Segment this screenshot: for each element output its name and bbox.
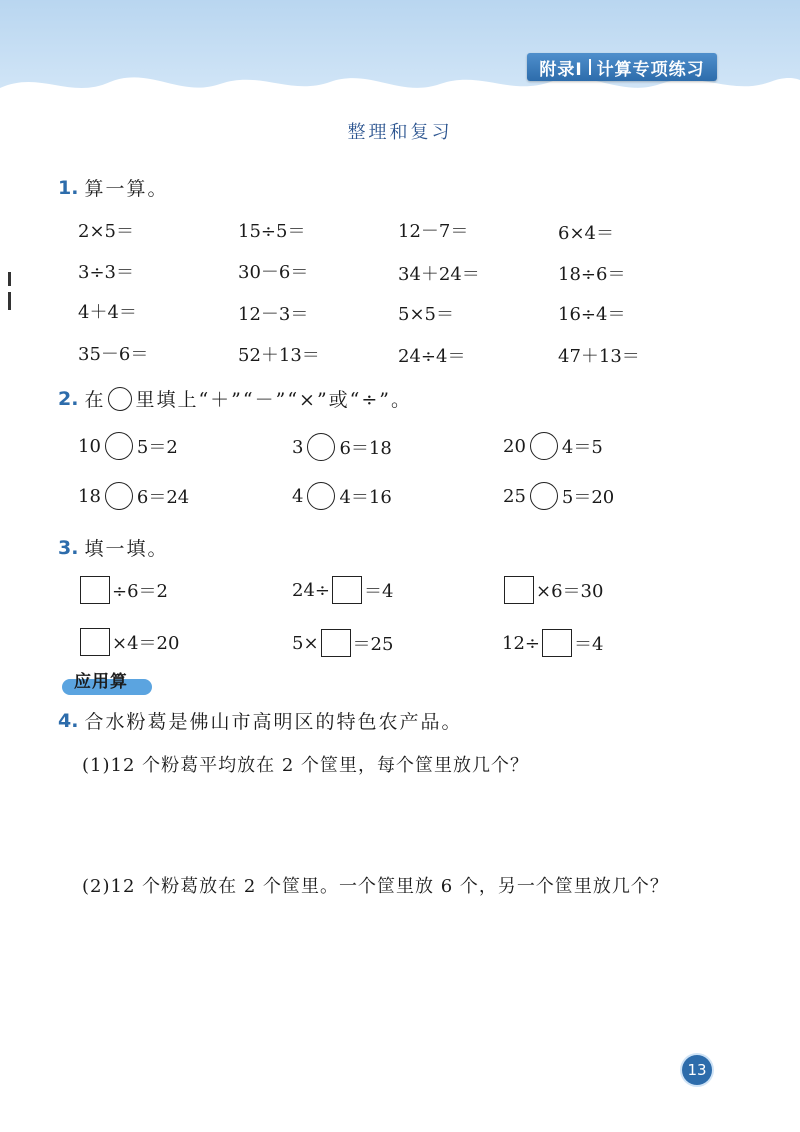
appendix-title: 计算专项练习 — [596, 59, 705, 80]
q2-item — [78, 482, 189, 510]
q1-item: 12－3＝ — [238, 304, 309, 325]
q2-instruction-pre: 在 — [84, 389, 106, 411]
apply-label-text: 应用算 — [74, 672, 128, 692]
q1-item: 2×5＝ — [78, 221, 134, 242]
q2-left: 10 — [78, 435, 101, 457]
q3-after: ＝4 — [574, 634, 604, 655]
page-number: 13 — [682, 1055, 712, 1085]
q1-heading — [58, 174, 168, 201]
q1-item: 4＋4＝ — [78, 302, 137, 323]
section-title: 整理和复习 — [347, 122, 453, 143]
q1-item: 34＋24＝ — [398, 264, 480, 285]
q1-item: 16÷4＝ — [558, 304, 626, 325]
q3-before: 5× — [292, 632, 319, 654]
q1-item: 30－6＝ — [238, 262, 309, 283]
q2-instruction-post: 里填上“＋”“－”“×”或“÷”。 — [135, 389, 413, 411]
q2-item — [503, 432, 603, 460]
q2-item — [292, 482, 392, 510]
q1-item: 12－7＝ — [398, 221, 469, 242]
answer-box-input[interactable] — [332, 576, 362, 604]
operator-circle-input[interactable] — [530, 482, 558, 510]
q3-before: 12÷ — [502, 632, 540, 654]
q3-before: 24÷ — [292, 579, 330, 601]
q2-heading — [58, 385, 412, 412]
q2-left: 18 — [78, 485, 101, 507]
answer-box-input[interactable] — [321, 629, 351, 657]
tag-separator — [589, 59, 591, 75]
q2-left: 4 — [292, 485, 304, 507]
q2-left: 25 — [503, 485, 526, 507]
q1-item: 47＋13＝ — [558, 346, 640, 367]
operator-circle-icon — [108, 387, 132, 411]
q1-item: 35－6＝ — [78, 344, 149, 365]
answer-box-input[interactable] — [504, 576, 534, 604]
q2-right: 6＝24 — [136, 487, 190, 508]
q4-number: 4. — [58, 709, 79, 732]
q2-item — [292, 433, 392, 461]
q4-sub2: (2)12 个粉葛放在 2 个筐里。一个筐里放 6 个，另一个筐里放几个？ — [82, 876, 669, 897]
q1-item: 15÷5＝ — [238, 221, 306, 242]
q2-right: 5＝2 — [136, 437, 178, 458]
q1-item: 18÷6＝ — [558, 264, 626, 285]
operator-circle-input[interactable] — [105, 482, 133, 510]
q1-item: 52＋13＝ — [238, 345, 320, 366]
q2-right: 4＝16 — [339, 487, 392, 508]
answer-box-input[interactable] — [80, 576, 110, 604]
appendix-tag — [527, 53, 717, 81]
operator-circle-input[interactable] — [530, 432, 558, 460]
q3-heading — [58, 534, 168, 561]
q2-right: 5＝20 — [561, 487, 615, 508]
q4-instruction: 合水粉葛是佛山市高明区的特色农产品。 — [84, 711, 463, 733]
q2-right: 4＝5 — [561, 437, 603, 458]
q3-item — [292, 629, 393, 657]
operator-circle-input[interactable] — [307, 433, 335, 461]
q3-number: 3. — [58, 536, 79, 559]
q3-after: ×6＝30 — [536, 581, 604, 602]
q3-item — [78, 576, 168, 604]
answer-box-input[interactable] — [542, 629, 572, 657]
q3-instruction: 填一填。 — [84, 538, 169, 560]
q1-item: 6×4＝ — [558, 223, 614, 244]
q1-item: 5×5＝ — [398, 304, 454, 325]
q1-instruction: 算一算。 — [84, 178, 169, 200]
q3-item — [292, 576, 393, 604]
q1-number: 1. — [58, 176, 79, 199]
apply-section-label — [62, 667, 152, 695]
q2-left: 20 — [503, 435, 526, 457]
q2-left: 3 — [292, 436, 304, 458]
margin-mark — [8, 272, 11, 286]
q2-right: 6＝18 — [339, 438, 392, 459]
q3-item — [502, 576, 603, 604]
appendix-label: 附录Ⅰ — [539, 59, 583, 80]
q3-after: ×4＝20 — [112, 633, 180, 654]
q3-after: ＝4 — [364, 581, 394, 602]
q3-after: ＝25 — [352, 634, 394, 655]
q1-item: 3÷3＝ — [78, 262, 134, 283]
q3-item — [502, 629, 603, 657]
operator-circle-input[interactable] — [105, 432, 133, 460]
q2-number: 2. — [58, 387, 79, 410]
q2-item — [78, 432, 178, 460]
margin-mark — [8, 292, 11, 310]
answer-box-input[interactable] — [80, 628, 110, 656]
q3-after: ÷6＝2 — [112, 581, 168, 602]
q3-item — [78, 628, 179, 656]
q4-sub1: (1)12 个粉葛平均放在 2 个筐里，每个筐里放几个？ — [82, 755, 530, 776]
operator-circle-input[interactable] — [307, 482, 335, 510]
q4-heading — [58, 707, 462, 734]
q1-item: 24÷4＝ — [398, 346, 466, 367]
q2-item — [503, 482, 614, 510]
